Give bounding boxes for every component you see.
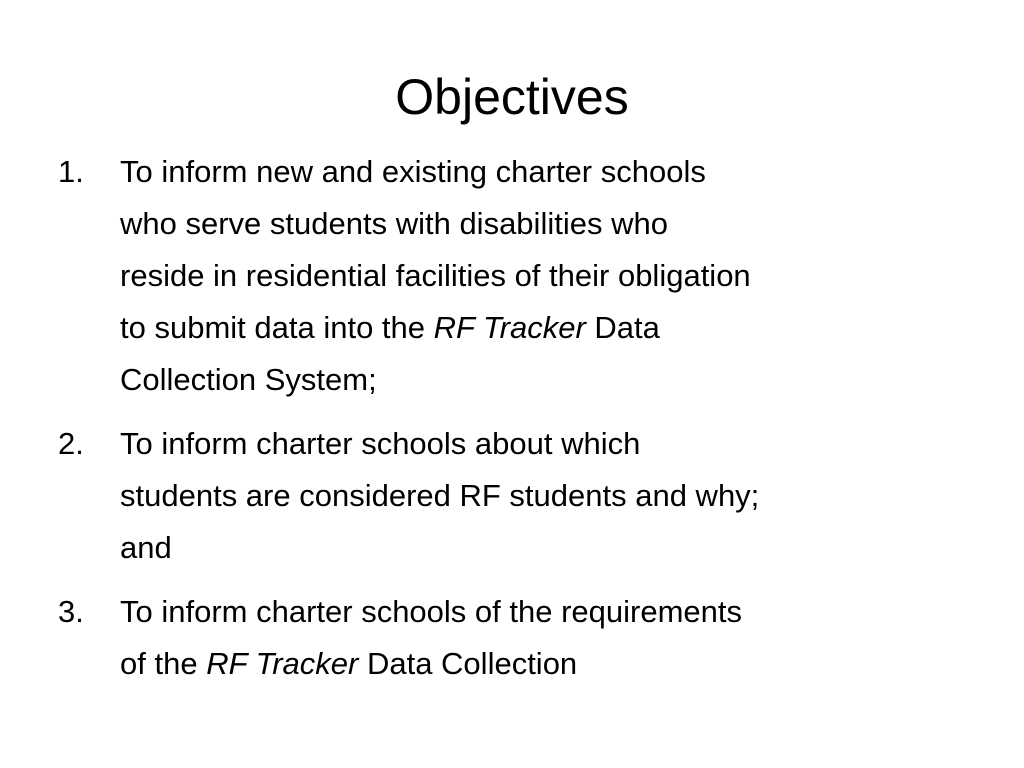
list-item-number: 2.	[58, 426, 84, 461]
text-line: to submit data into the	[120, 310, 426, 345]
italic-product-name: RF Tracker	[206, 646, 359, 681]
text-line: and	[120, 530, 172, 565]
list-item-text	[120, 154, 751, 397]
text-line: Collection System;	[120, 362, 377, 397]
list-item-text	[120, 426, 759, 565]
objectives-list	[58, 146, 978, 702]
list-item-text	[120, 594, 742, 681]
text-line: reside in residential facilities of their obligation	[120, 258, 751, 293]
text-line: Data	[594, 310, 660, 345]
text-line: To inform new and existing charter schools	[120, 154, 706, 189]
text-line: of the	[120, 646, 198, 681]
list-item	[58, 146, 978, 406]
list-item-number: 3.	[58, 594, 84, 629]
list-item	[58, 586, 978, 690]
text-line: Data Collection	[366, 646, 578, 681]
text-line: To inform charter schools about which	[120, 426, 641, 461]
italic-product-name: RF Tracker	[433, 310, 586, 345]
text-line: students are considered RF students and why;	[120, 478, 760, 513]
list-item-number: 1.	[58, 154, 84, 189]
slide-title: Objectives	[395, 69, 629, 125]
text-line: who serve students with disabilities who	[120, 206, 668, 241]
text-line: To inform charter schools of the requirements	[120, 594, 742, 629]
list-item	[58, 418, 978, 574]
